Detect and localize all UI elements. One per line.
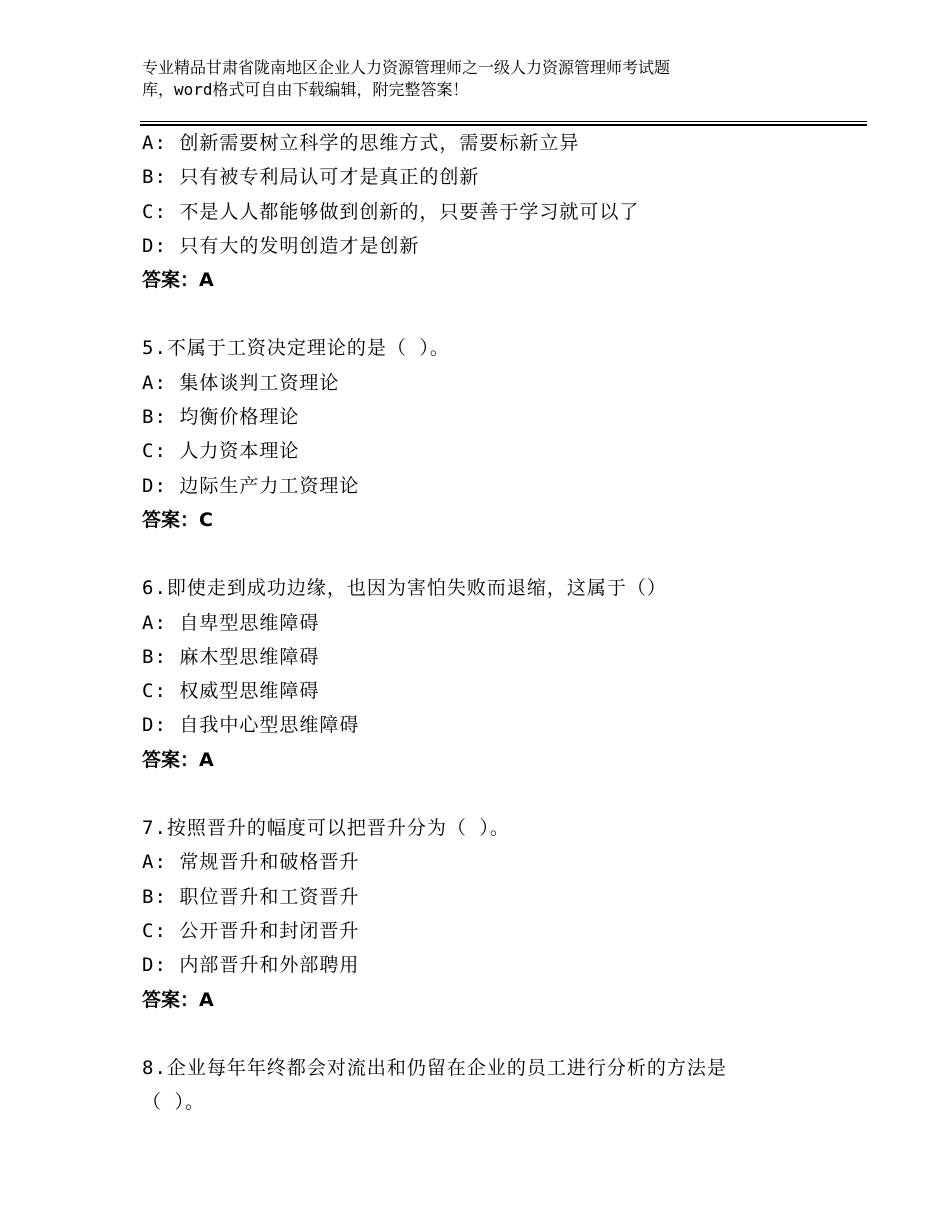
option-d: D: 边际生产力工资理论 — [142, 474, 360, 497]
option-d: D: 自我中心型思维障碍 — [142, 714, 360, 737]
spacer — [142, 777, 862, 811]
header-divider-thin — [140, 121, 867, 122]
header-title-line-2: 库，word格式可自由下载编辑，附完整答案！ — [142, 80, 469, 99]
option-b: B: 职位晋升和工资晋升 — [142, 885, 360, 908]
option-a: A: 自卑型思维障碍 — [142, 611, 320, 634]
spacer — [142, 537, 862, 571]
option-b: B: 麻木型思维障碍 — [142, 645, 320, 668]
question-8 — [142, 1051, 862, 1120]
option-c: C: 公开晋升和封闭晋升 — [142, 919, 360, 942]
option-a: A: 创新需要树立科学的思维方式，需要标新立异 — [142, 132, 580, 154]
header-title-line-1: 专业精品甘肃省陇南地区企业人力资源管理师之一级人力资源管理师考试题 — [142, 58, 671, 77]
answer: 答案：C — [142, 508, 213, 531]
option-d: D: 只有大的发明创造才是创新 — [142, 234, 420, 257]
answer: 答案：A — [142, 988, 214, 1011]
answer: 答案：A — [142, 748, 214, 771]
question-4 — [142, 126, 862, 297]
option-b: B: 均衡价格理论 — [142, 406, 300, 429]
spacer — [142, 297, 862, 331]
spacer — [142, 1017, 862, 1051]
question-stem: 7.按照晋升的幅度可以把晋升分为（ ）。 — [142, 817, 510, 840]
option-a: A: 常规晋升和破格晋升 — [142, 851, 360, 874]
option-c: C: 不是人人都能够做到创新的，只要善于学习就可以了 — [142, 200, 640, 223]
question-stem-continued: （ ）。 — [142, 1091, 205, 1114]
option-d: D: 内部晋升和外部聘用 — [142, 954, 360, 977]
option-b: B: 只有被专利局认可才是真正的创新 — [142, 166, 480, 189]
question-5 — [142, 331, 862, 537]
document-header — [142, 57, 842, 101]
option-c: C: 人力资本理论 — [142, 440, 300, 463]
question-stem: 5.不属于工资决定理论的是（ ）。 — [142, 337, 450, 360]
option-a: A: 集体谈判工资理论 — [142, 371, 340, 394]
question-6 — [142, 571, 862, 777]
option-c: C: 权威型思维障碍 — [142, 680, 320, 703]
question-list — [142, 126, 862, 1119]
question-stem: 6.即使走到成功边缘，也因为害怕失败而退缩，这属于（） — [142, 577, 667, 600]
question-7 — [142, 811, 862, 1017]
question-stem: 8.企业每年年终都会对流出和仍留在企业的员工进行分析的方法是 — [142, 1056, 727, 1079]
answer: 答案：A — [142, 269, 214, 292]
